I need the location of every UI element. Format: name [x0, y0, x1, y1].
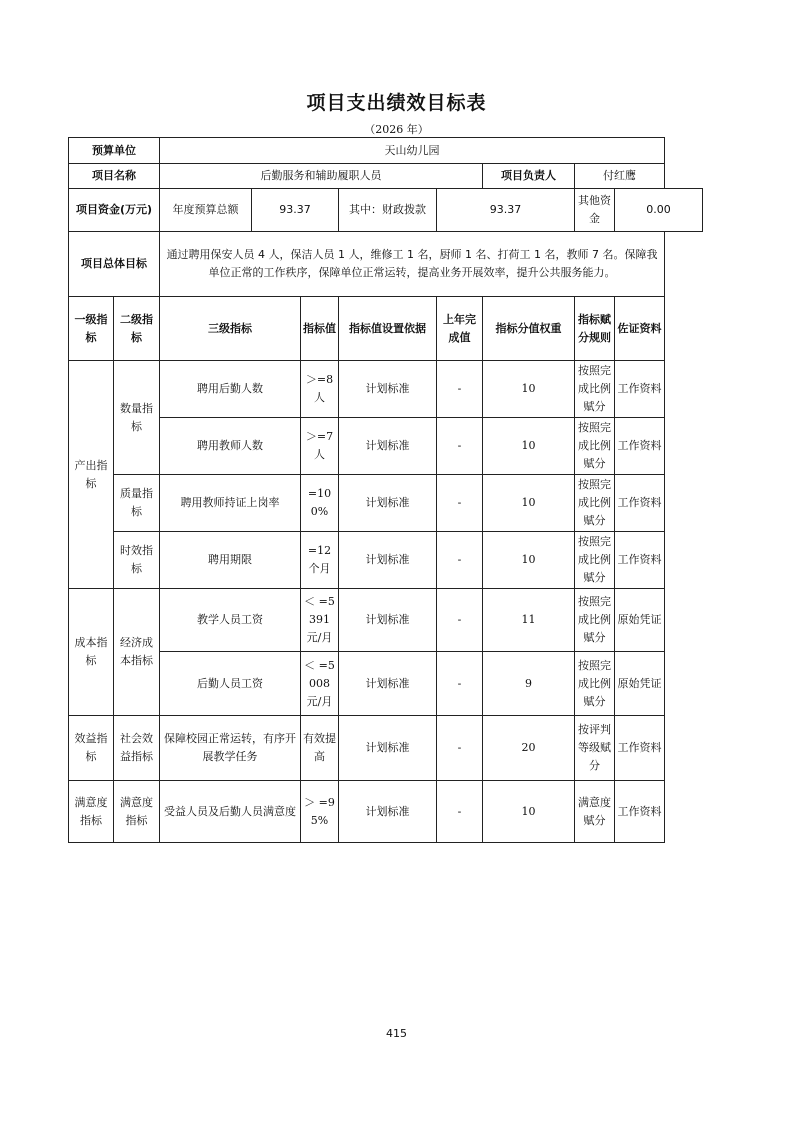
other-funds-label: 其他资金 — [575, 189, 615, 232]
row-value: =100% — [301, 475, 339, 532]
group-quantity: 数量指标 — [114, 361, 160, 475]
row-rule: 满意度赋分 — [575, 781, 615, 843]
row-basis: 计划标准 — [339, 475, 437, 532]
col-rule: 指标赋分规则 — [575, 297, 615, 361]
table-row — [69, 652, 703, 716]
row-value: 有效提高 — [301, 716, 339, 781]
col-evidence: 佐证资料 — [615, 297, 665, 361]
row-rule: 按照完成比例赋分 — [575, 589, 615, 652]
row-l3: 保障校园正常运转，有序开展教学任务 — [160, 716, 301, 781]
row-value: =12 个月 — [301, 532, 339, 589]
col-level2: 二级指标 — [114, 297, 160, 361]
row-last: - — [437, 652, 483, 716]
col-value: 指标值 — [301, 297, 339, 361]
row-value: ＞ =95% — [301, 781, 339, 843]
col-level1: 一级指标 — [69, 297, 114, 361]
table-row — [69, 781, 703, 843]
row-weight: 10 — [483, 361, 575, 418]
row-rule: 按照完成比例赋分 — [575, 418, 615, 475]
budget-unit-row — [69, 138, 703, 164]
project-name-row — [69, 164, 703, 189]
row-last: - — [437, 418, 483, 475]
row-value: ＞=8 人 — [301, 361, 339, 418]
budget-unit-label: 预算单位 — [69, 138, 160, 164]
col-last-year: 上年完成值 — [437, 297, 483, 361]
row-weight: 9 — [483, 652, 575, 716]
row-l3: 受益人员及后勤人员满意度 — [160, 781, 301, 843]
table-row — [69, 361, 703, 418]
row-rule: 按照完成比例赋分 — [575, 532, 615, 589]
col-basis: 指标值设置依据 — [339, 297, 437, 361]
column-header-row — [69, 297, 703, 361]
overall-goal-row — [69, 232, 703, 297]
project-lead-label: 项目负责人 — [483, 164, 575, 189]
row-last: - — [437, 361, 483, 418]
row-basis: 计划标准 — [339, 589, 437, 652]
row-evidence: 工作资料 — [615, 475, 665, 532]
project-name-value: 后勤服务和辅助履职人员 — [160, 164, 483, 189]
row-basis: 计划标准 — [339, 418, 437, 475]
row-weight: 10 — [483, 781, 575, 843]
row-evidence: 原始凭证 — [615, 652, 665, 716]
row-last: - — [437, 781, 483, 843]
other-funds-value: 0.00 — [615, 189, 703, 232]
row-basis: 计划标准 — [339, 652, 437, 716]
row-evidence: 工作资料 — [615, 418, 665, 475]
group-output: 产出指标 — [69, 361, 114, 589]
table-row — [69, 532, 703, 589]
row-evidence: 工作资料 — [615, 532, 665, 589]
row-value: ＜ =5008 元/月 — [301, 652, 339, 716]
fiscal-value: 93.37 — [437, 189, 575, 232]
row-evidence: 工作资料 — [615, 781, 665, 843]
row-l3: 聘用教师持证上岗率 — [160, 475, 301, 532]
group-benefit: 效益指标 — [69, 716, 114, 781]
funds-row — [69, 189, 703, 232]
row-basis: 计划标准 — [339, 361, 437, 418]
row-rule: 按照完成比例赋分 — [575, 475, 615, 532]
group-cost: 成本指标 — [69, 589, 114, 716]
row-weight: 10 — [483, 475, 575, 532]
overall-goal-text: 通过聘用保安人员 4 人，保洁人员 1 人，维修工 1 名，厨师 1 名、打荷工 1 名，教师 7 名。保障我单位正常的工作秩序，保障单位正常运转，提高业务开展效率，提升公共服务能力。 — [160, 232, 665, 297]
row-evidence: 工作资料 — [615, 716, 665, 781]
annual-total-value: 93.37 — [252, 189, 339, 232]
row-weight: 10 — [483, 532, 575, 589]
overall-goal-label: 项目总体目标 — [69, 232, 160, 297]
row-basis: 计划标准 — [339, 532, 437, 589]
funds-label: 项目资金(万元) — [69, 189, 160, 232]
col-weight: 指标分值权重 — [483, 297, 575, 361]
project-name-label: 项目名称 — [69, 164, 160, 189]
row-weight: 20 — [483, 716, 575, 781]
performance-table — [68, 137, 703, 843]
budget-unit-value: 天山幼儿园 — [160, 138, 665, 164]
group-satisfaction-sub: 满意度指标 — [114, 781, 160, 843]
row-last: - — [437, 716, 483, 781]
row-l3: 聘用期限 — [160, 532, 301, 589]
row-last: - — [437, 475, 483, 532]
row-l3: 教学人员工资 — [160, 589, 301, 652]
col-level3: 三级指标 — [160, 297, 301, 361]
table-row — [69, 589, 703, 652]
group-satisfaction: 满意度指标 — [69, 781, 114, 843]
table-row — [69, 716, 703, 781]
row-evidence: 原始凭证 — [615, 589, 665, 652]
fiscal-label: 其中：财政拨款 — [339, 189, 437, 232]
row-weight: 10 — [483, 418, 575, 475]
row-last: - — [437, 532, 483, 589]
annual-total-label: 年度预算总额 — [160, 189, 252, 232]
row-evidence: 工作资料 — [615, 361, 665, 418]
row-basis: 计划标准 — [339, 716, 437, 781]
row-weight: 11 — [483, 589, 575, 652]
group-timeliness: 时效指标 — [114, 532, 160, 589]
row-rule: 按照完成比例赋分 — [575, 652, 615, 716]
row-value: ＞=7 人 — [301, 418, 339, 475]
table-row — [69, 418, 703, 475]
row-basis: 计划标准 — [339, 781, 437, 843]
project-lead-value: 付红鹰 — [575, 164, 665, 189]
page-number: 415 — [386, 1027, 407, 1040]
group-social-benefit: 社会效益指标 — [114, 716, 160, 781]
group-economic-cost: 经济成本指标 — [114, 589, 160, 716]
document-title: 项目支出绩效目标表 — [306, 92, 487, 114]
group-quality: 质量指标 — [114, 475, 160, 532]
row-l3: 后勤人员工资 — [160, 652, 301, 716]
table-row — [69, 475, 703, 532]
row-last: - — [437, 589, 483, 652]
document-year: （2026 年） — [364, 123, 429, 136]
row-l3: 聘用后勤人数 — [160, 361, 301, 418]
row-l3: 聘用教师人数 — [160, 418, 301, 475]
row-value: ＜ =5391 元/月 — [301, 589, 339, 652]
row-rule: 按评判等级赋分 — [575, 716, 615, 781]
row-rule: 按照完成比例赋分 — [575, 361, 615, 418]
